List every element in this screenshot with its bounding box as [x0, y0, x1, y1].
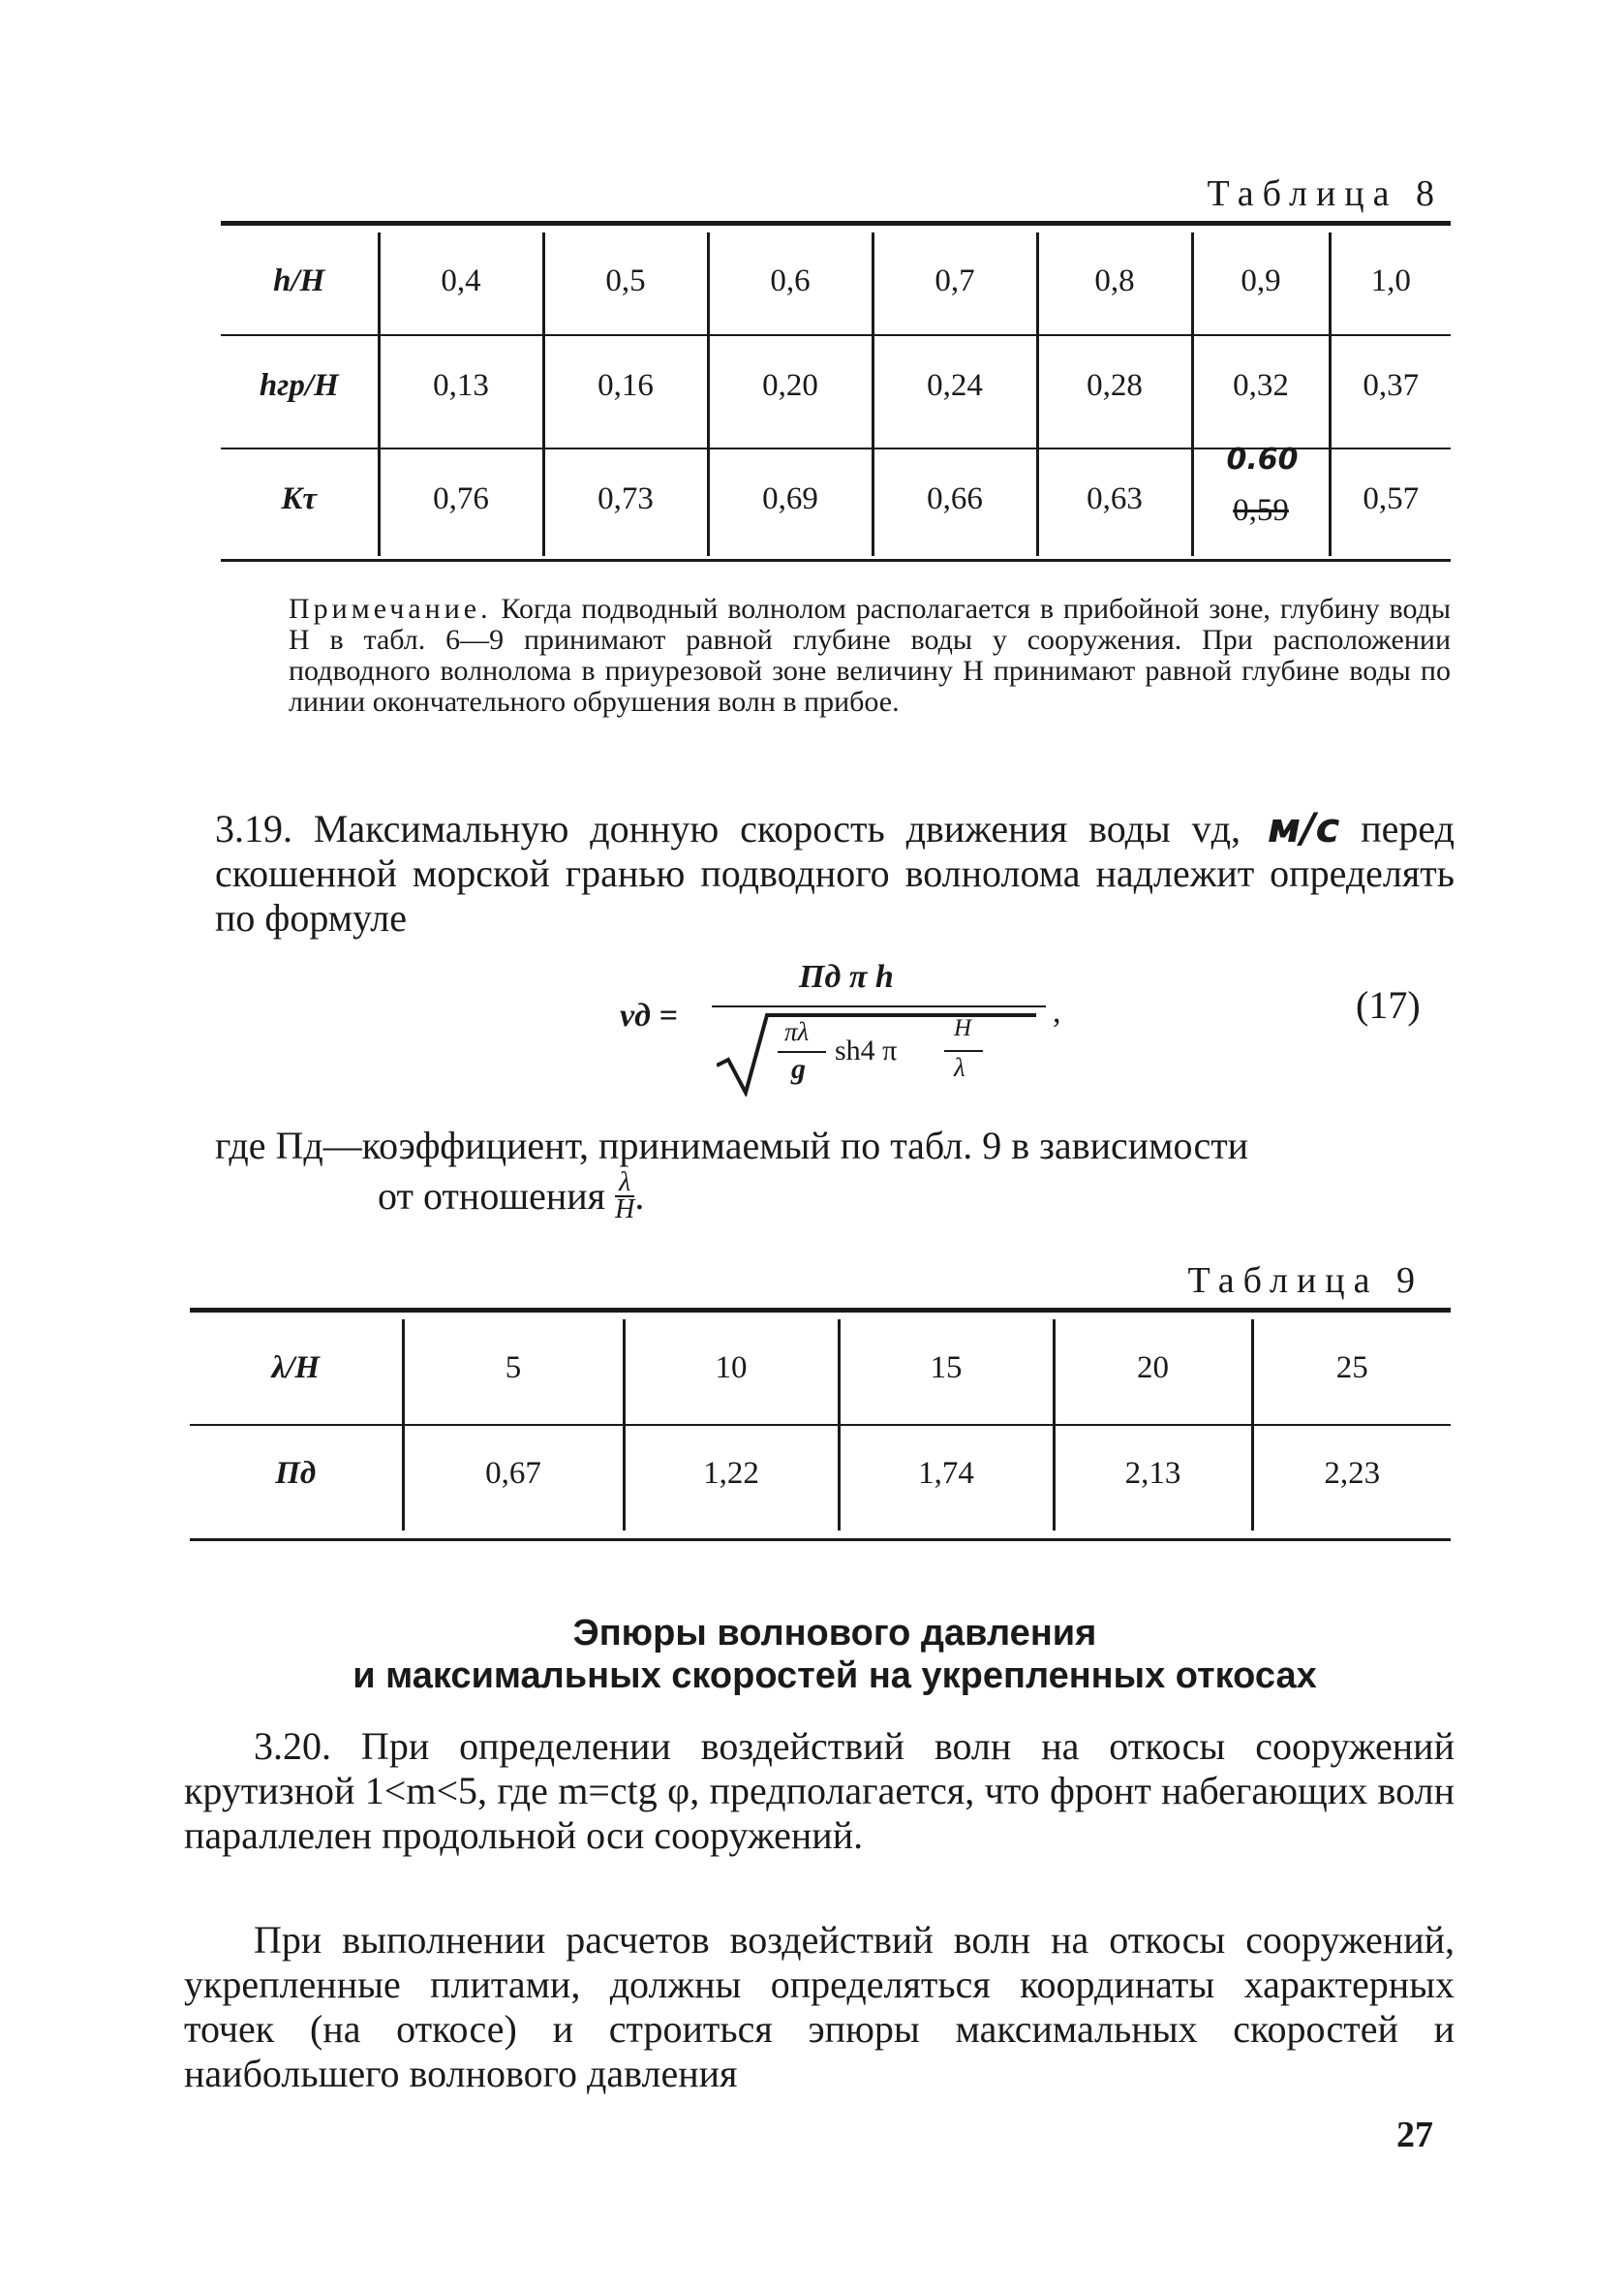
table-cell: 0,28	[1037, 329, 1192, 443]
table-cell: 25	[1252, 1319, 1451, 1416]
table-cell: 0,8	[1037, 232, 1192, 329]
table-cell: 0,5	[543, 232, 708, 329]
table-cell: 0,9	[1192, 232, 1330, 329]
table-9-row-label: Пд	[275, 1455, 317, 1491]
table-9-row-lambda-over-H	[190, 1319, 1451, 1416]
handwritten-unit: м/с	[1267, 804, 1340, 851]
table-9-top-rule	[190, 1308, 1451, 1313]
where-frac-numerator: λ	[615, 1170, 634, 1197]
table-cell: 0,4	[379, 232, 543, 329]
frac2-denominator: λ	[954, 1053, 965, 1082]
where-frac-denominator: H	[615, 1194, 635, 1224]
paragraph-3-19-text: 3.19. Максимальную донную скорость движения воды vд,	[215, 807, 1241, 850]
frac2-fraction-bar	[944, 1050, 983, 1052]
table-8-row-label: hгр/H	[259, 368, 339, 403]
table-8-row-K	[221, 443, 1451, 556]
formula-main-fraction-bar	[712, 1005, 1046, 1007]
formula-comma: ,	[1053, 994, 1061, 1030]
table-9-row-label: λ/H	[271, 1349, 320, 1385]
table-cell: 5	[403, 1319, 624, 1416]
table-cell: 0,13	[379, 329, 543, 443]
table-8-top-rule	[221, 221, 1451, 226]
table-cell: 0,16	[543, 329, 708, 443]
table-cell: 10	[624, 1319, 839, 1416]
table-8-caption: Таблица 8	[1207, 173, 1443, 214]
table-cell: 15	[839, 1319, 1054, 1416]
table-cell: 0,37	[1330, 329, 1451, 443]
table-cell: 0,6	[708, 232, 873, 329]
root-inner-numerator: πλ	[784, 1017, 810, 1046]
formula-17	[620, 959, 1061, 1104]
section-heading-line-1: Эпюры волнового давления	[572, 1613, 1097, 1654]
section-heading-line-2: и максимальных скоростей на укрепленных откосах	[352, 1655, 1317, 1696]
frac2-numerator: H	[954, 1015, 972, 1041]
section-heading	[215, 1612, 1455, 1697]
table-cell: 0,32	[1192, 329, 1330, 443]
formula-lhs: vд =	[620, 998, 678, 1034]
table-cell: 2,13	[1054, 1416, 1252, 1530]
table-cell: 0,63	[1037, 443, 1192, 556]
table-cell: 0,67	[403, 1416, 624, 1530]
table-8-row-label: h/H	[273, 263, 325, 298]
table-9-row-Pd	[190, 1416, 1451, 1530]
table-9-bottom-rule	[190, 1538, 1451, 1541]
where-line: где Пд—коэффициент, принимаемый по табл. 9 в зависимости	[215, 1124, 1249, 1167]
paragraph-next: При выполнении расчетов воздействий волн на откосы сооружений, укрепленные плитами, должны определяться координаты характерных точек (на откосе) и строиться эпюры максимальных скоростей и наибольшего волнового давления	[184, 1918, 1455, 2095]
table-cell: 0,73	[543, 443, 708, 556]
table-8-row-hgr-over-H	[221, 329, 1451, 443]
table-8	[221, 232, 1451, 556]
struck-value: 0,59	[1233, 493, 1289, 528]
table-cell: 0,57	[1330, 443, 1451, 556]
note-text: Когда подводный волнолом располагается в прибойной зоне, глубину воды H в табл. 6—9 принимают равной глубине воды у сооружения. При расположении подводного волнолома в приурезовой зоне величину H принимают равной глубине воды по линии окончательного обрушения волн в прибое.	[289, 593, 1451, 718]
table-cell: 0,24	[873, 329, 1037, 443]
table-cell: 1,74	[839, 1416, 1054, 1530]
root-inner-denominator: g	[791, 1053, 806, 1085]
table-cell: 0,20	[708, 329, 873, 443]
table-cell: 20	[1054, 1319, 1252, 1416]
table-9	[190, 1319, 1451, 1530]
table-9-caption: Таблица 9	[1187, 1260, 1424, 1301]
paragraph-3-19-text2: перед скошенной морской гранью подводного волнолома надлежит определять по формуле	[215, 807, 1455, 940]
formula-numerator: Пд π h	[799, 959, 894, 995]
table-cell: 1,22	[624, 1416, 839, 1530]
table-cell: 1,0	[1330, 232, 1451, 329]
table-8-row-h-over-H	[221, 232, 1451, 329]
table-cell: 0,69	[708, 443, 873, 556]
where-text2: от отношения	[378, 1174, 606, 1219]
handwritten-correction: 0.60	[1226, 443, 1299, 477]
table-8-bottom-rule	[221, 559, 1451, 562]
table-cell: 0,76	[379, 443, 543, 556]
where-fraction	[615, 1167, 635, 1224]
where-end: .	[634, 1174, 645, 1219]
paragraph-3-20: 3.20. При определении воздействий волн на откосы сооружений крутизной 1<m<5, где m=ctg φ, предполагается, что фронт набегающих волн параллелен продольной оси сооружений.	[184, 1724, 1455, 1857]
formula-number: (17)	[1356, 983, 1421, 1027]
table-cell: 2,23	[1252, 1416, 1451, 1530]
formula-sh: sh4 π	[835, 1035, 898, 1067]
note	[289, 594, 1451, 718]
table-cell: 0,66	[873, 443, 1037, 556]
where-line-2	[378, 1167, 645, 1226]
table-cell-corrected	[1192, 443, 1330, 556]
paragraph-3-19	[215, 806, 1455, 941]
table-8-row-label: Kτ	[281, 481, 318, 516]
page-number: 27	[1396, 2115, 1433, 2155]
table-cell: 0,7	[873, 232, 1037, 329]
note-label: Примечание.	[289, 593, 492, 625]
